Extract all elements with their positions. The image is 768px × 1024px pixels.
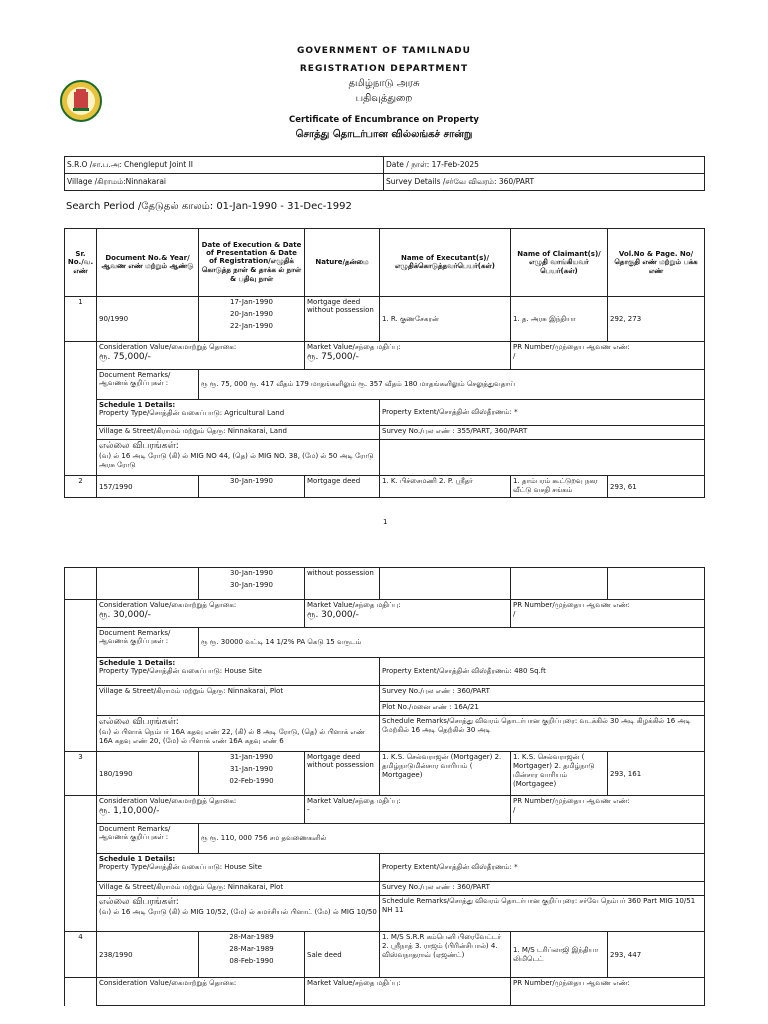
page-number: 1 (383, 518, 388, 526)
schedule-label: Schedule 1 Details: (99, 855, 176, 863)
market-label: Market Value/சந்தை மதிப்பு: (307, 343, 401, 351)
plotno-value: 16A/21 (453, 703, 479, 711)
date-execution: 30-Jan-1990 (199, 476, 305, 498)
col-executant: Name of Executant(s)/ எழுதிக்கொடுத்தவர்பெயர்(கள்) (380, 229, 511, 297)
entry-doc: 157/1990 (97, 476, 199, 498)
pext-label: Property Extent/சொத்தின் விஸ்தீரணம்: (382, 667, 512, 675)
schedule-cell (97, 658, 380, 686)
surveyno-value: 360/PART (457, 687, 490, 695)
consideration-cell (97, 600, 305, 628)
entry-claimant: 1. M/S டரிப்லாஜி இந்தியா லிமிடெட் (511, 932, 608, 978)
pext-value: 480 Sq.ft (514, 667, 546, 675)
entry-dates (199, 568, 305, 600)
market-cell (305, 796, 511, 824)
market-cell (305, 600, 511, 628)
sched-remarks-value: வடக்கில் 30 அடி கிழக்கில் 16 அடி மேற்கில் 16 அடி தெற்கில் 30 அடி (382, 717, 691, 734)
schedule-label: Schedule 1 Details: (99, 401, 176, 409)
entry-claimant: 1. தாம்பரம் கூட்டுறவு நகர வீட்டு வசதி சங்கம் (511, 476, 608, 498)
entry-doc: 90/1990 (97, 297, 199, 342)
vstreet-value: Ninnakarai, Plot (227, 883, 284, 891)
date-field: Date / நாள்: 17-Feb-2025 (384, 157, 705, 174)
ptype-label: Property Type/சொத்தின் வகைப்பாடு: (99, 409, 223, 417)
pext-cell (380, 854, 705, 882)
boundary-label: எல்லை விபரங்கள்: (99, 897, 179, 907)
ptype-value: House Site (224, 667, 262, 675)
pr-label: PR Number/முந்தைய ஆவண எண்: (513, 601, 630, 609)
table-row (65, 297, 705, 342)
boundary-cell (97, 440, 380, 476)
vstreet-cell (97, 426, 380, 440)
sro-field: S.R.O /சா.ப.அ: Chengleput Joint II (65, 157, 384, 174)
date-execution: 17-Jan-1990 (230, 298, 273, 306)
pext-cell (380, 658, 705, 686)
consideration-label: Consideration Value/கைமாற்றுத் தொகை: (99, 979, 237, 987)
vstreet-cell (97, 686, 380, 716)
schedule-cell (97, 854, 380, 882)
ptype-label: Property Type/சொத்தின் வகைப்பாடு: (99, 667, 223, 675)
encumbrance-table-page1 (64, 228, 705, 498)
date-presentation: 30-Jan-1990 (230, 569, 273, 577)
entry-sr: 2 (65, 476, 97, 498)
schedule-label: Schedule 1 Details: (99, 659, 176, 667)
surveyno-cell (380, 882, 705, 896)
survey-field: Survey Details /சர்வே விவரம்: 360/PART (384, 174, 705, 191)
vstreet-cell (97, 882, 380, 896)
market-cell (305, 342, 511, 370)
remarks-value: ரூ ரூ. 30000 வட்டி 14 1/2% PA கெடு 15 வருடம் (199, 628, 705, 658)
entry-vol: 293, 161 (608, 752, 705, 796)
entry-nature: without possession (305, 568, 380, 600)
pr-label: PR Number/முந்தைய ஆவண எண்: (513, 797, 630, 805)
vstreet-label: Village & Street/கிராமம் மற்றும் தெரு: (99, 883, 226, 891)
surveyno-label: Survey No./புல எண் : (382, 883, 455, 891)
remarks-label: Document Remarks/ ஆவணக் குறிப்புகள் : (97, 370, 199, 400)
ptype-label: Property Type/சொத்தின் வகைப்பாடு: (99, 863, 223, 871)
sched-remarks-label: Schedule Remarks/சொத்து விவரம் தொடர்பான குறிப்புரை: (382, 717, 578, 725)
pext-value: * (514, 408, 518, 416)
entry-nature: Mortgage deed (305, 476, 380, 498)
plotno-label: Plot No./மனை எண் : (382, 703, 452, 711)
market-cell (305, 978, 511, 1006)
remarks-label: Document Remarks/ ஆவணக் குறிப்புகள் : (97, 824, 199, 854)
sched-remarks-cell (380, 716, 705, 752)
boundary-label: எல்லை விபரங்கள்: (99, 441, 179, 451)
entry-claimant: 1. த. அரசு இந்தியா (511, 297, 608, 342)
entry-dates (199, 932, 305, 978)
sched-remarks-value: சர்வே நெம்பர் 360 Part MIG 10/51 NH 11 (382, 897, 696, 914)
remarks-value: ரூ ரூ. 110, 000 756 சம தவணைகளில் (199, 824, 705, 854)
remarks-value: ரூ ரூ. 75, 000 ரூ. 417 வீதம் 179 மாதங்களிலும் ரூ. 357 வீதம் 180 மாதங்களிலும் செலுத்துவதாய் (199, 370, 705, 400)
pr-cell (511, 342, 705, 370)
entry-dates (199, 297, 305, 342)
surveyno-value: 360/PART (457, 883, 490, 891)
dept-title-ta: பதிவுத்துறை (355, 93, 413, 104)
col-doc: Document No.& Year/ ஆவண எண் மற்றும் ஆண்டு (97, 229, 199, 297)
consideration-cell (97, 342, 305, 370)
pr-value: / (513, 610, 516, 618)
boundary-value: (வ) ல் பிளாக் நெம்பர் 16A கதவு எண் 22, (கி) ல் 8 அடி ரோடு, (தெ) ல் பிளாக் எண் 16A கதவு எண் 20, (மே) ல் பிளாக் எண் 16A கதவு எண் 6 (99, 728, 365, 745)
date-presentation: 20-Jan-1990 (230, 310, 273, 318)
consideration-value: ரூ. 75,000/- (99, 352, 151, 362)
market-label: Market Value/சந்தை மதிப்பு: (307, 979, 401, 987)
pext-cell (380, 400, 705, 426)
dept-title-en: REGISTRATION DEPARTMENT (299, 64, 469, 74)
sched-remarks-cell (380, 896, 705, 932)
vstreet-value: Ninnakarai, Plot (227, 687, 284, 695)
boundary-value: (வ) ல் 16 அடி ரோடு (கி) ல் MIG NO 44, (தெ) ல் MIG NO. 38, (மே) ல் 50 அடி ரோடு அரசு ரோடு (99, 452, 374, 469)
consideration-value: ரூ. 30,000/- (99, 610, 151, 620)
gov-title-ta: தமிழ்நாடு அரசு (348, 78, 420, 89)
pr-value: / (513, 806, 516, 814)
date-registration: 02-Feb-1990 (229, 777, 274, 785)
surveyno-label: Survey No./புல எண் : (382, 427, 455, 435)
entry-executant: 1. K.S. செல்வராஜன் (Mortgager) 2. தமிழ்நாடுமின்சார வாரியம் ( Mortgagee) (380, 752, 511, 796)
encumbrance-table-page2 (64, 567, 705, 1006)
plotno-cell (380, 702, 705, 716)
surveyno-cell (380, 686, 705, 702)
market-value: ரூ. 30,000/- (307, 610, 359, 620)
pr-cell (511, 796, 705, 824)
remarks-label: Document Remarks/ ஆவணக் குறிப்புகள் : (97, 628, 199, 658)
market-label: Market Value/சந்தை மதிப்பு: (307, 601, 401, 609)
market-value: ரூ. 75,000/- (307, 352, 359, 362)
boundary-cell (97, 716, 380, 752)
entry-executant: 1. M/S S.R.R கம்பெனி பிரைவேட்டர் 2. ஸ்ரீநாத் 3. ராஜம் (பிரின்சிபால்) 4. விஸ்வநாதராவ் (ஏஜண்ட்) (380, 932, 511, 978)
date-registration: 30-Jan-1990 (230, 581, 273, 589)
col-sr: Sr. No./வ. எண் (65, 229, 97, 297)
pr-cell (511, 600, 705, 628)
surveyno-cell (380, 426, 705, 440)
consideration-label: Consideration Value/கைமாற்றுத் தொகை: (99, 797, 237, 805)
table-row (65, 932, 705, 978)
boundary-label: எல்லை விபரங்கள்: (99, 717, 179, 727)
entry-doc: 238/1990 (97, 932, 199, 978)
entry-vol: 293, 61 (608, 476, 705, 498)
entry-nature: Mortgage deed without possession (305, 297, 380, 342)
ptype-value: Agricultural Land (224, 409, 285, 417)
pr-label: PR Number/முந்தைய ஆவண எண்: (513, 979, 630, 987)
date-registration: 22-Jan-1990 (230, 322, 273, 330)
village-field: Village /கிராமம்:Ninnakarai (65, 174, 384, 191)
surveyno-label: Survey No./புல எண் : (382, 687, 455, 695)
consideration-cell (97, 796, 305, 824)
col-nature: Nature/தன்மை (305, 229, 380, 297)
entry-claimant: 1. K.S. செல்வராஜன் ( Mortgager) 2. தமிழ்நாடு மின்சார வாரியம் (Mortgagee) (511, 752, 608, 796)
entry-sr: 1 (65, 297, 97, 342)
entry-vol: 293, 447 (608, 932, 705, 978)
cert-title-en: Certificate of Encumbrance on Property (289, 115, 479, 125)
col-date: Date of Execution & Date of Presentation & Date of Registration/எழுதிக் கொடுத்த நாள் & தாக்க ல் நாள் & பதிவு நாள் (199, 229, 305, 297)
entry-sr: 4 (65, 932, 97, 978)
cert-title-ta: சொத்து தொடர்பான வில்லங்கச் சான்று (295, 129, 473, 140)
entry-doc: 180/1990 (97, 752, 199, 796)
date-execution: 31-Jan-1990 (230, 753, 273, 761)
date-presentation: 31-Jan-1990 (230, 765, 273, 773)
pext-label: Property Extent/சொத்தின் விஸ்தீரணம்: (382, 863, 512, 871)
gov-title-en: GOVERNMENT OF TAMILNADU (297, 46, 471, 56)
sched-remarks-label: Schedule Remarks/சொத்து விவரம் தொடர்பான குறிப்புரை: (382, 897, 578, 905)
date-registration: 08-Feb-1990 (229, 957, 274, 965)
date-presentation: 28-Mar-1989 (229, 945, 274, 953)
pr-value: / (513, 352, 516, 360)
search-period: Search Period /தேடுதல் காலம்: 01-Jan-1990 - 31-Dec-1992 (66, 201, 352, 212)
schedule-cell (97, 400, 380, 426)
entry-nature: Mortgage deed without possession (305, 752, 380, 796)
entry-executant: 1. K. பிச்சைமணி 2. P. ஸ்ரீதர் (380, 476, 511, 498)
consideration-label: Consideration Value/கைமாற்றுத் தொகை: (99, 343, 237, 351)
ptype-value: House Site (224, 863, 262, 871)
entry-nature: Sale deed (305, 932, 380, 978)
boundary-cell (97, 896, 380, 932)
consideration-value: ரூ. 1,10,000/- (99, 806, 160, 816)
pr-label: PR Number/முந்தைய ஆவண எண்: (513, 343, 630, 351)
pext-value: * (514, 863, 518, 871)
surveyno-value: 355/PART, 360/PART (457, 427, 528, 435)
vstreet-label: Village & Street/கிராமம் மற்றும் தெரு: (99, 687, 226, 695)
pext-label: Property Extent/சொத்தின் விஸ்தீரணம்: (382, 408, 512, 416)
info-table (64, 156, 705, 191)
entry-vol: 292, 273 (608, 297, 705, 342)
table-row (65, 476, 705, 498)
col-vol: Vol.No & Page. No/ தொகுதி எண் மற்றும் பக்க எண் (608, 229, 705, 297)
entry-sr: 3 (65, 752, 97, 796)
consideration-label: Consideration Value/கைமாற்றுத் தொகை: (99, 601, 237, 609)
market-label: Market Value/சந்தை மதிப்பு: (307, 797, 401, 805)
market-value: - (307, 806, 310, 814)
vstreet-label: Village & Street/கிராமம் மற்றும் தெரு: (99, 427, 226, 435)
table-row (65, 752, 705, 796)
date-execution: 28-Mar-1989 (229, 933, 274, 941)
pr-cell (511, 978, 705, 1006)
consideration-cell (97, 978, 305, 1006)
table-row (65, 568, 705, 600)
vstreet-value: Ninnakarai, Land (227, 427, 287, 435)
boundary-value: (வ) ல் 16 அடி ரோடு (கி) ல் MIG 10/52, (மே) ல் சுமர்சியல் பிளாட் (மே) ல் MIG 10/50 (99, 908, 377, 916)
entry-executant: 1. R. குணசேகரன் (380, 297, 511, 342)
entry-dates (199, 752, 305, 796)
col-claimant: Name of Claimant(s)/ எழுதி வாங்கியவர் பெயர்(கள்) (511, 229, 608, 297)
